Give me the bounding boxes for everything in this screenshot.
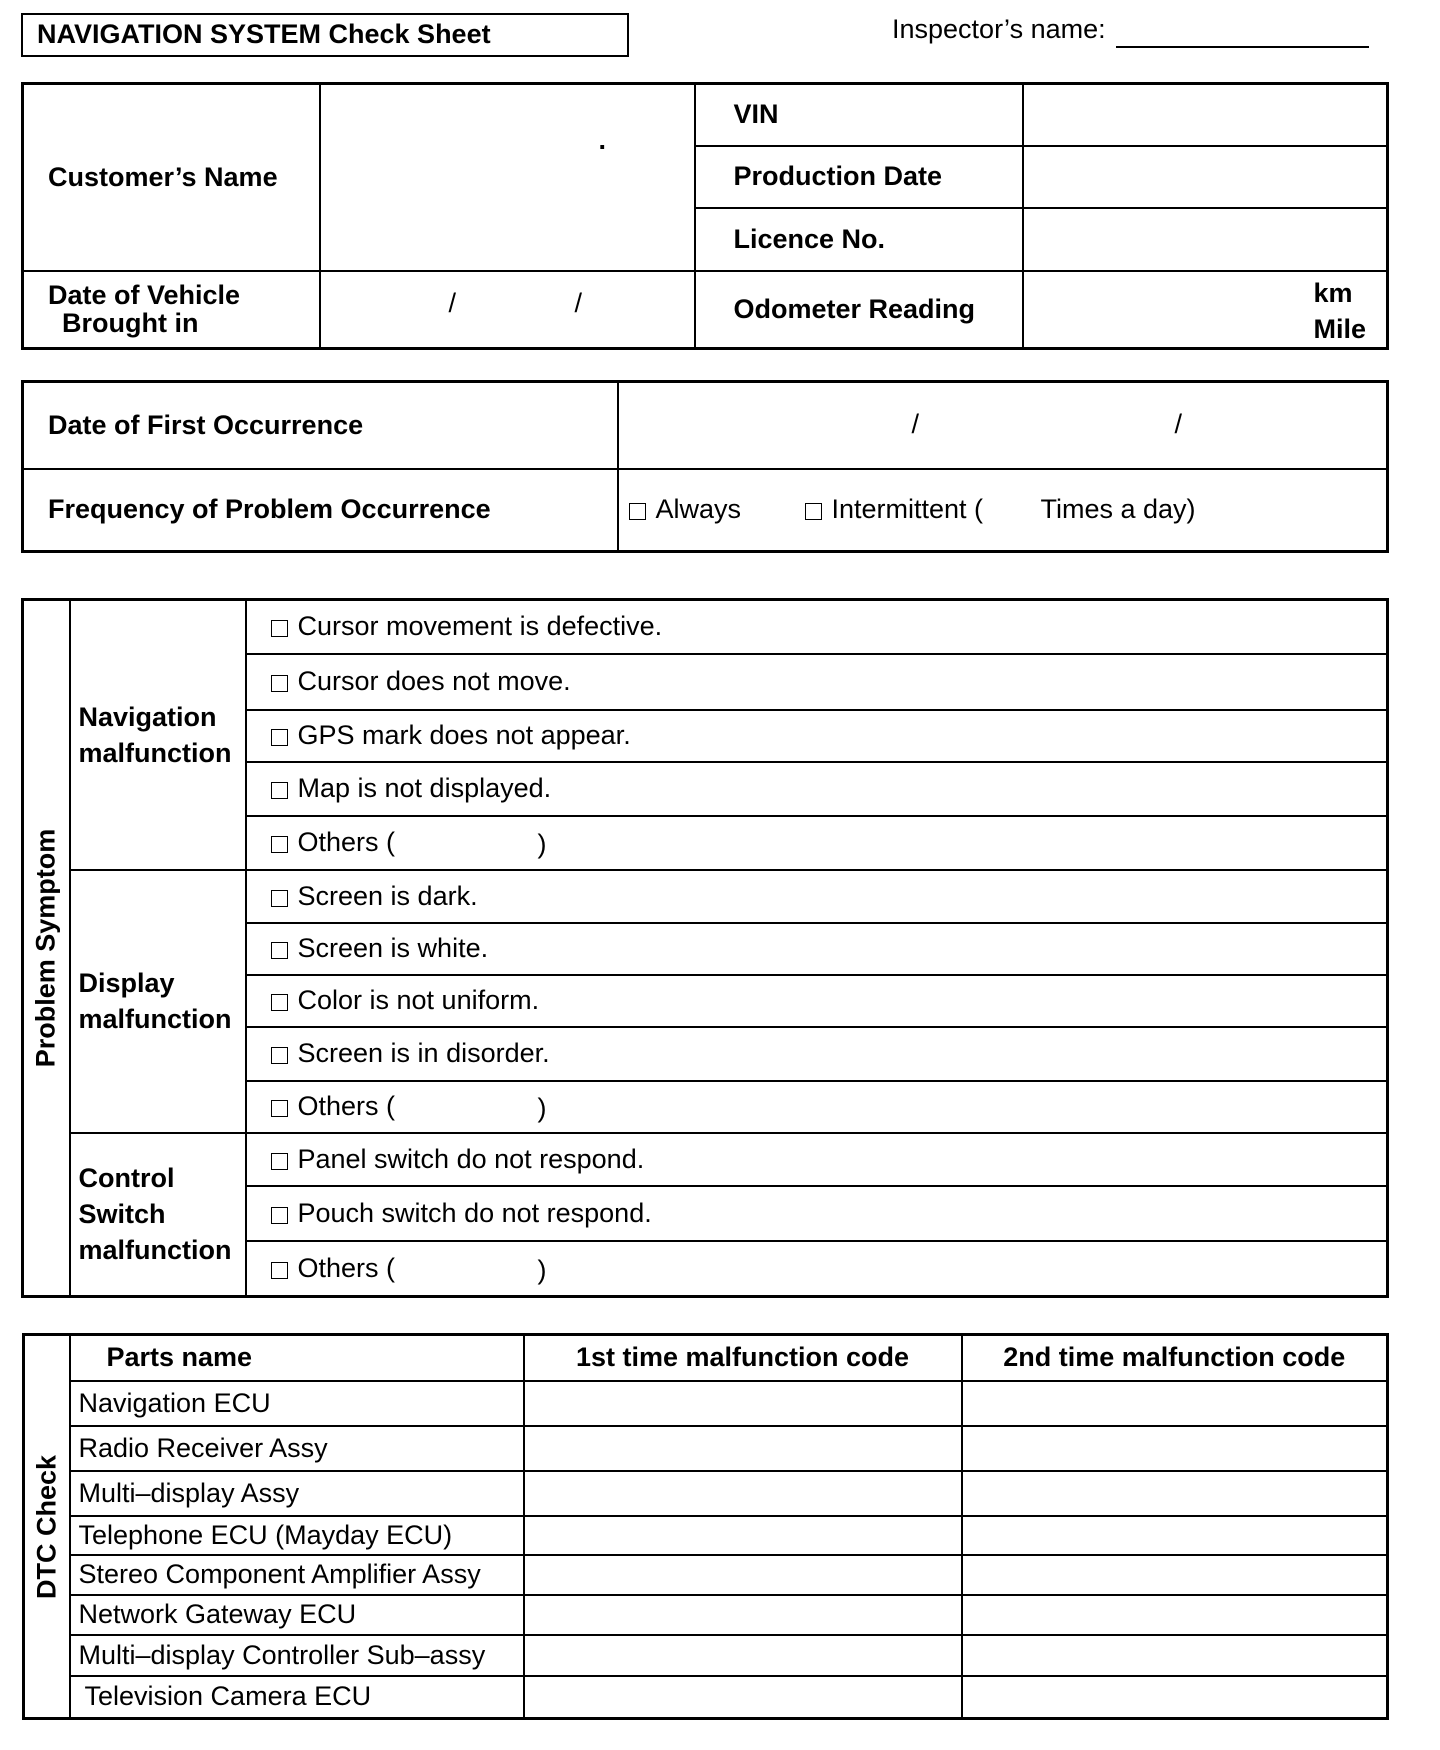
checkbox-icon[interactable] xyxy=(271,994,288,1011)
inspector-name-field[interactable] xyxy=(1116,46,1369,48)
part-name: Multi–display Controller Sub–assy xyxy=(70,1635,524,1676)
symptom-item[interactable]: Pouch switch do not respond. xyxy=(246,1186,1388,1241)
dtc-check-table xyxy=(22,1333,1389,1720)
first-code-cell[interactable] xyxy=(524,1555,962,1595)
others-close-paren: ) xyxy=(537,1254,547,1285)
symptom-item[interactable]: Panel switch do not respond. xyxy=(246,1133,1388,1186)
others-close-paren: ) xyxy=(537,1092,547,1123)
customer-name-field[interactable] xyxy=(320,84,695,271)
first-code-cell[interactable] xyxy=(524,1635,962,1676)
second-code-cell[interactable] xyxy=(962,1595,1388,1635)
table-row xyxy=(24,1471,1388,1516)
checkbox-icon[interactable] xyxy=(271,729,288,746)
checkbox-icon[interactable] xyxy=(271,1047,288,1064)
first-code-cell[interactable] xyxy=(524,1595,962,1635)
part-name: Telephone ECU (Mayday ECU) xyxy=(70,1516,524,1555)
first-code-header: 1st time malfunction code xyxy=(524,1335,962,1381)
others-close-paren: ) xyxy=(537,828,547,859)
part-name: Multi–display Assy xyxy=(70,1471,524,1516)
first-code-cell[interactable] xyxy=(524,1426,962,1471)
vin-field[interactable] xyxy=(1023,84,1388,146)
checkbox-icon[interactable] xyxy=(805,503,822,520)
production-date-field[interactable] xyxy=(1023,146,1388,208)
symptom-item[interactable]: Cursor movement is defective. xyxy=(246,600,1388,654)
date-brought-label-line1: Date of Vehicle xyxy=(48,280,241,311)
table-row xyxy=(24,1426,1388,1471)
licence-field[interactable] xyxy=(1023,208,1388,271)
date-separator: / xyxy=(911,409,920,439)
symptom-item[interactable]: Screen is white. xyxy=(246,923,1388,975)
symptom-item[interactable]: GPS mark does not appear. xyxy=(246,710,1388,762)
licence-label: Licence No. xyxy=(695,208,1023,271)
problem-symptom-table xyxy=(21,598,1389,1298)
checkbox-icon[interactable] xyxy=(271,1207,288,1224)
table-row xyxy=(24,1381,1388,1426)
date-separator: / xyxy=(448,287,457,318)
second-code-cell[interactable] xyxy=(962,1635,1388,1676)
checkbox-icon[interactable] xyxy=(271,782,288,799)
frequency-label: Frequency of Problem Occurrence xyxy=(23,469,618,552)
symptom-item[interactable]: Screen is dark. xyxy=(246,870,1388,923)
symptom-item[interactable]: Map is not displayed. xyxy=(246,762,1388,816)
table-row xyxy=(24,1555,1388,1595)
date-brought-label-line2: Brought in xyxy=(62,308,199,339)
first-code-cell[interactable] xyxy=(524,1471,962,1516)
first-code-cell[interactable] xyxy=(524,1676,962,1719)
date-brought-field[interactable] xyxy=(320,271,695,349)
odometer-field[interactable] xyxy=(1023,271,1388,349)
first-occurrence-label: Date of First Occurrence xyxy=(23,382,618,469)
second-code-cell[interactable] xyxy=(962,1676,1388,1719)
symptom-others-item[interactable]: Others ( ) xyxy=(246,1081,1388,1133)
second-code-cell[interactable] xyxy=(962,1471,1388,1516)
checkbox-icon[interactable] xyxy=(271,836,288,853)
date-separator: / xyxy=(574,287,583,318)
checkbox-icon[interactable] xyxy=(629,503,646,520)
checkbox-icon[interactable] xyxy=(271,1100,288,1117)
part-name: Television Camera ECU xyxy=(70,1676,524,1719)
odometer-unit-mile: Mile xyxy=(1313,313,1367,344)
table-row xyxy=(24,1516,1388,1555)
table-row xyxy=(24,1676,1388,1719)
times-a-day-label: Times a day) xyxy=(1040,493,1196,524)
part-name: Navigation ECU xyxy=(70,1381,524,1426)
production-date-label: Production Date xyxy=(695,146,1023,208)
part-name: Stereo Component Amplifier Assy xyxy=(70,1555,524,1595)
table-row xyxy=(24,1595,1388,1635)
checkbox-icon[interactable] xyxy=(271,1153,288,1170)
always-option[interactable]: Always xyxy=(629,494,742,525)
control-switch-malfunction-label: Control Switch malfunction xyxy=(70,1133,246,1297)
table-row xyxy=(24,1635,1388,1676)
intermittent-option[interactable]: Intermittent ( xyxy=(805,494,984,525)
sheet-title: NAVIGATION SYSTEM Check Sheet xyxy=(21,13,629,57)
part-name: Network Gateway ECU xyxy=(70,1595,524,1635)
odometer-label: Odometer Reading xyxy=(695,271,1023,349)
inspector-label: Inspector’s name: xyxy=(892,14,1106,44)
checkbox-icon[interactable] xyxy=(271,1262,288,1279)
vin-label: VIN xyxy=(695,84,1023,146)
second-code-cell[interactable] xyxy=(962,1516,1388,1555)
date-separator: / xyxy=(1174,409,1183,439)
first-code-cell[interactable] xyxy=(524,1516,962,1555)
occurrence-table xyxy=(21,380,1389,553)
problem-symptom-section-label: Problem Symptom xyxy=(23,600,70,1297)
symptom-others-item[interactable]: Others ( ) xyxy=(246,1241,1388,1297)
vehicle-info-table xyxy=(21,82,1389,350)
date-brought-label xyxy=(23,271,320,349)
parts-name-header: Parts name xyxy=(70,1335,524,1381)
second-code-cell[interactable] xyxy=(962,1381,1388,1426)
first-code-cell[interactable] xyxy=(524,1381,962,1426)
dtc-check-section-label: DTC Check xyxy=(24,1335,70,1719)
second-code-cell[interactable] xyxy=(962,1426,1388,1471)
checkbox-icon[interactable] xyxy=(271,620,288,637)
customer-name-mark: . xyxy=(598,125,607,155)
second-code-cell[interactable] xyxy=(962,1555,1388,1595)
checkbox-icon[interactable] xyxy=(271,890,288,907)
symptom-others-item[interactable]: Others ( ) xyxy=(246,816,1388,870)
checkbox-icon[interactable] xyxy=(271,675,288,692)
second-code-header: 2nd time malfunction code xyxy=(962,1335,1388,1381)
first-occurrence-field[interactable] xyxy=(618,382,1388,469)
navigation-malfunction-label: Navigation malfunction xyxy=(70,600,246,870)
part-name: Radio Receiver Assy xyxy=(70,1426,524,1471)
display-malfunction-label: Display malfunction xyxy=(70,870,246,1133)
symptom-item[interactable]: Cursor does not move. xyxy=(246,654,1388,710)
frequency-options xyxy=(618,469,1388,552)
symptom-item[interactable]: Color is not uniform. xyxy=(246,975,1388,1027)
customer-name-label: Customer’s Name xyxy=(23,84,320,271)
symptom-item[interactable]: Screen is in disorder. xyxy=(246,1027,1388,1081)
odometer-unit-km: km xyxy=(1313,277,1353,308)
checkbox-icon[interactable] xyxy=(271,942,288,959)
